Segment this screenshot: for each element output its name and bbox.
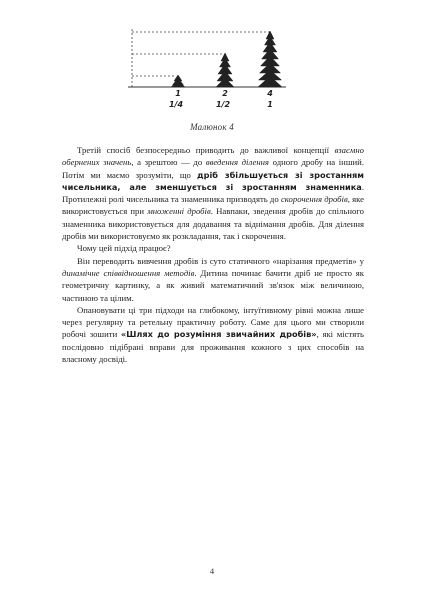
italic-phrase: скорочення дробів [280,194,348,205]
tree-count-label-2: 2 [222,89,228,98]
bold-phrase: «Шлях до розуміння звичайних дробів» [120,329,317,340]
tree-fraction-label-whole: 1 [267,100,273,109]
text-run: Опановувати ці три підходи на глибокому, інтуїтивному рівні можна лише через регулярну та ретельну практичну роботу. Саме для цього ми створили робочі зошити [62,304,364,340]
body-text [62,144,364,365]
paragraph [62,304,364,365]
text-run: Він переводить вивчення дробів із суто статичного «нарізання предметів» у [77,255,364,266]
tree-fraction-label-quarter: 1/4 [168,100,184,109]
text-run: , яке використовується при [62,194,365,217]
text-run: . Протилежні ролі чисельника та знаменника призводять до [62,181,364,205]
figure-caption: Малюнок 4 [190,122,234,132]
tree-fraction-label-half: 1/2 [215,100,231,109]
text-run: . Навпаки, зведення дробів до спільного знаменника використовується для додавання та віднімання дробів. Для ділення дробів ми використовуємо як розкладання, так і скорочення. [62,206,364,242]
bold-phrase: дріб збільшується зі зростанням чисельника, але зменшується зі зростанням знаменника [62,169,364,192]
text-run: Чому цей підхід працює? [77,243,171,254]
tree-count-label-4: 4 [267,89,273,98]
italic-phrase: введення ділення [205,157,269,168]
italic-phrase: взаємно обернених значень [62,145,364,168]
italic-phrase: динамічне співвідношення методів [62,267,195,278]
text-run: одного дробу на інший. Потім ми маємо зрозуміти, що [62,157,364,180]
page-number: 4 [209,566,215,576]
paragraph [62,144,364,242]
text-run: , які містять послідовно підібрані вправи для проживання кожного з цих способів на власному досвіді. [62,329,364,365]
small-tree-icon [171,75,185,87]
tree-count-label-1: 1 [175,89,181,98]
text-run: Третій спосіб безпосередньо приводить до важливої концепції [77,145,335,155]
italic-phrase: множенні дробів [147,206,211,217]
text-run: , а зрештою — до [131,157,206,168]
tall-tree-icon [258,31,282,87]
medium-tree-icon [216,53,234,87]
paragraph [62,255,364,304]
tree-figure [120,25,310,121]
paragraph [62,242,364,254]
text-run: . Дитина починає бачити дріб не просто як геометричну картинку, а як живий математичний зв'язок між величиною, частиною та цілим. [62,267,364,303]
